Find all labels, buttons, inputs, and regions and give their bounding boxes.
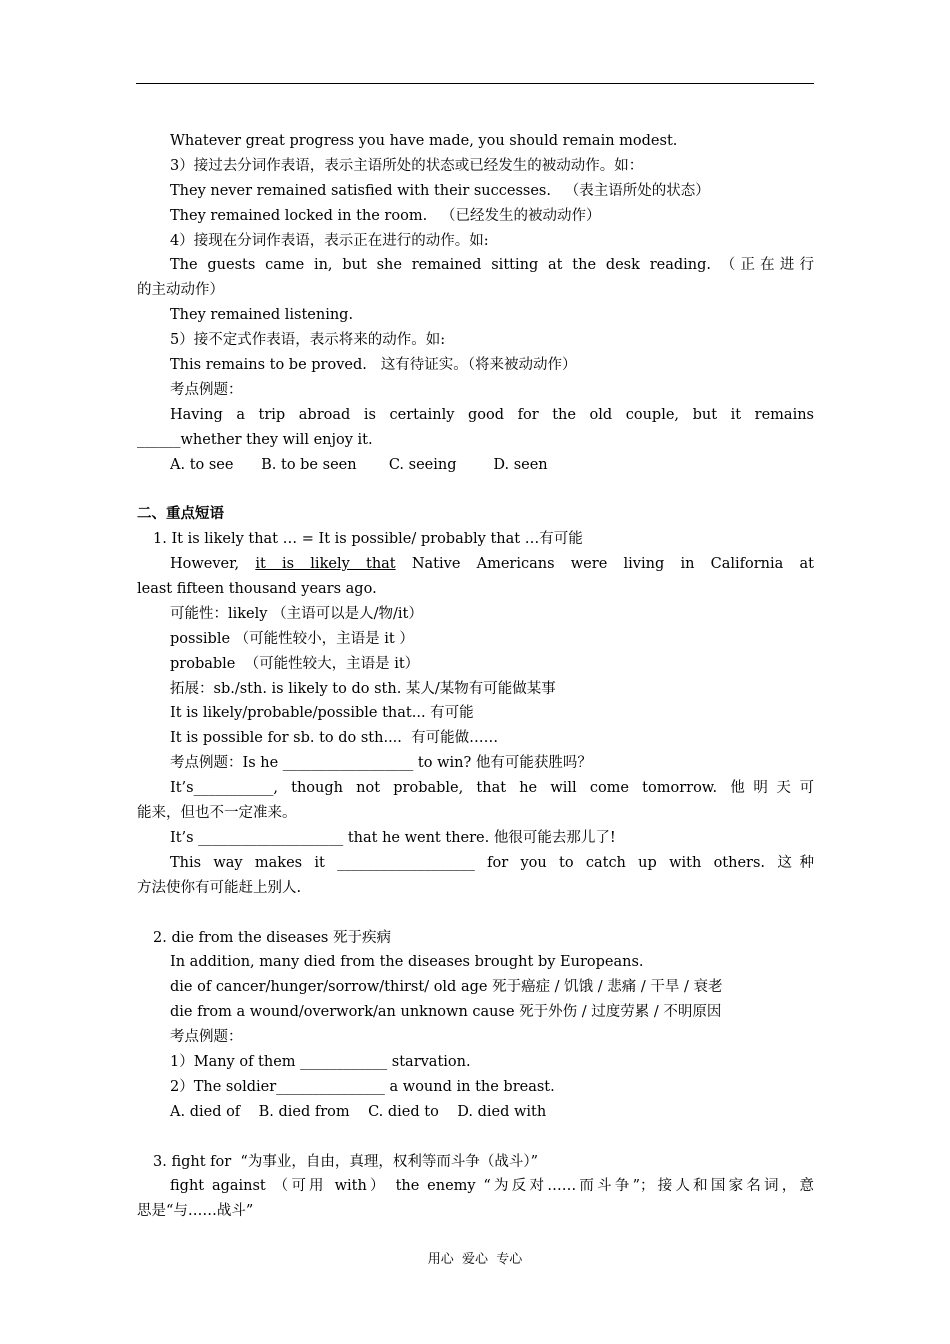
exercise-line: 1）Many of them ____________ starvation. (170, 1053, 471, 1070)
text-line: They remained locked in the room. （已经发生的被动动作） (170, 207, 601, 224)
text-line: 5）接不定式作表语，表示将来的动作。如: (170, 332, 446, 349)
exercise-line: 考点例题：Is he __________________ to win? 他有可能获胜吗？ (170, 755, 592, 772)
page-footer: 用心 爱心 专心 (427, 1252, 523, 1267)
text-line: It is possible for sb. to do sth.... 有可能做…… (170, 730, 499, 747)
text-line: 拓展：sb./sth. is likely to do sth. 某人/某物有可能做某事 (170, 680, 556, 697)
text-line: 的主动动作） (137, 282, 224, 299)
text-line: The guests came in, but she remained sitting at the desk reading. （正在进行 (170, 257, 814, 274)
phrase-title: 3. fight for “为事业，自由，真理，权利等而斗争（战斗）” (153, 1153, 538, 1170)
section-heading: 二、重点短语 (137, 505, 224, 523)
header-rule (136, 83, 814, 84)
phrase-title: 2. die from the diseases 死于疾病 (153, 929, 391, 946)
text-line: 思是“与……战斗” (137, 1203, 254, 1220)
text-line: die of cancer/hunger/sorrow/thirst/ old age 死于癌症 / 饥饿 / 悲痛 / 干旱 / 衰老 (170, 979, 723, 996)
text-line: It is likely/probable/possible that... 有可能 (170, 705, 474, 722)
text-line: Whatever great progress you have made, you should remain modest. (170, 133, 678, 149)
answer-options: A. to see B. to be seen C. seeing D. seen (170, 456, 548, 473)
text-line: possible （可能性较小，主语是 it ） (170, 630, 414, 647)
example-sentence: However, it is likely that Native Americans were living in California at (170, 556, 814, 573)
text-line: They never remained satisfied with their successes. （表主语所处的状态） (170, 182, 710, 199)
answer-options: A. died of B. died from C. died to D. died with (170, 1103, 547, 1120)
text-line: 方法使你有可能赶上别人. (137, 879, 302, 896)
text-line: This remains to be proved. 这有待证实。（将来被动动作） (170, 357, 577, 374)
text-line: 能来，但也不一定准来。 (137, 805, 297, 822)
exercise-line: This way makes it ___________________ for you to catch up with others. 这种 (170, 854, 814, 871)
text-line: 4）接现在分词作表语，表示正在进行的动作。如: (170, 232, 489, 249)
text-line: fight against （可用 with） the enemy “为反对……而斗争”；接人和国家名词，意 (170, 1178, 814, 1195)
text-line: probable （可能性较大，主语是 it） (170, 655, 420, 672)
text-line: 考点例题： (170, 381, 243, 398)
text-line: 可能性：likely （主语可以是人/物/it） (170, 605, 423, 622)
exercise-line: It’s ____________________ that he went there. 他很可能去那儿了! (170, 829, 616, 846)
text-line: 3）接过去分词作表语，表示主语所处的状态或已经发生的被动动作。如： (170, 157, 644, 174)
exercise-line: 2）The soldier_______________ a wound in the breast. (170, 1078, 555, 1095)
text-line: die from a wound/overwork/an unknown cause 死于外伤 / 过度劳累 / 不明原因 (170, 1004, 722, 1021)
text-line: least fifteen thousand years ago. (137, 581, 377, 598)
exercise-line: It’s___________, though not probable, that he will come tomorrow. 他明天可 (170, 780, 814, 797)
text-line: Having a trip abroad is certainly good for the old couple, but it remains (170, 406, 814, 423)
text-line: They remained listening. (170, 307, 354, 324)
phrase-title: 1. It is likely that … = It is possible/ probably that …有可能 (153, 531, 583, 548)
document-body (137, 129, 814, 1224)
text-line: 考点例题： (170, 1029, 243, 1046)
text-line: ______whether they will enjoy it. (137, 431, 373, 448)
example-sentence: In addition, many died from the diseases brought by Europeans. (170, 954, 644, 971)
